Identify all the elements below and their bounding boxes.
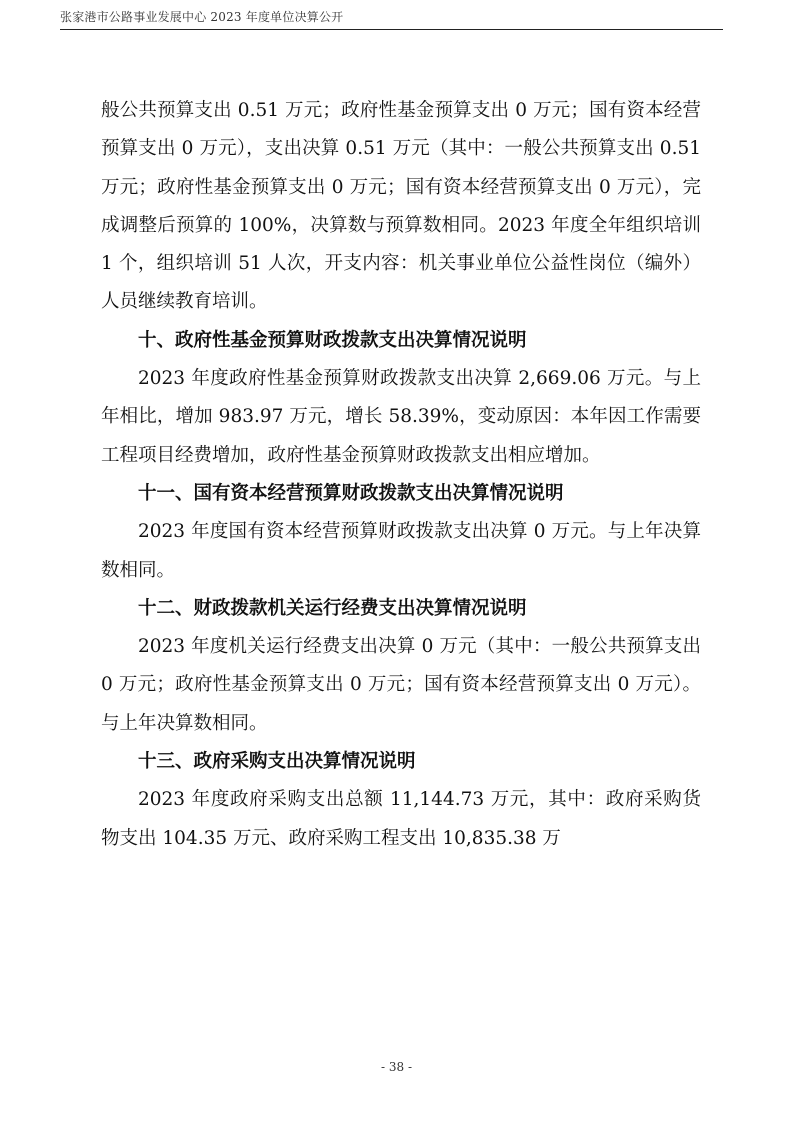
paragraph-state-capital: 2023 年度国有资本经营预算财政拨款支出决算 0 万元。与上年决算数相同。 (101, 521, 701, 581)
header-rule (60, 29, 723, 30)
section-heading-11: 十一、国有资本经营预算财政拨款支出决算情况说明 (138, 482, 564, 504)
paragraph-operating-expenses: 2023 年度机关运行经费支出决算 0 万元（其中：一般公共预算支出 0 万元；政府性基金预算支出 0 万元；国有资本经营预算支出 0 万元）。与上年决算数相同。 (101, 636, 701, 734)
paragraph-government-fund: 2023 年度政府性基金预算财政拨款支出决算 2,669.06 万元。与上年相比，增加 983.97 万元，增长 58.39%，变动原因：本年因工作需要工程项目经费增加，政府性基金预算财政拨款支出相应增加。 (101, 368, 701, 466)
section-heading-12: 十二、财政拨款机关运行经费支出决算情况说明 (138, 597, 527, 619)
section-heading-13: 十三、政府采购支出决算情况说明 (138, 751, 416, 773)
running-header: 张家港市公路事业发展中心 2023 年度单位决算公开 (60, 10, 344, 24)
section-heading-10: 十、政府性基金预算财政拨款支出决算情况说明 (138, 329, 527, 351)
document-body (101, 92, 701, 858)
paragraph-training-expenses: 般公共预算支出 0.51 万元；政府性基金预算支出 0 万元；国有资本经营预算支出 0 万元），支出决算 0.51 万元（其中：一般公共预算支出 0.51 万元；政府性基金预算支出 0 万元；国有资本经营预算支出 0 万元），完成调整后预算的 100%，决算数与预算数相同。2023 年度全年组织培训 1 个，组织培训 51 人次，开支内容：机关事业单位公益性岗位（编外）人员继续教育培训。 (101, 100, 701, 313)
page-number: - 38 - (380, 1060, 412, 1074)
paragraph-procurement: 2023 年度政府采购支出总额 11,144.73 万元，其中：政府采购货物支出 104.35 万元、政府采购工程支出 10,835.38 万 (101, 789, 701, 849)
